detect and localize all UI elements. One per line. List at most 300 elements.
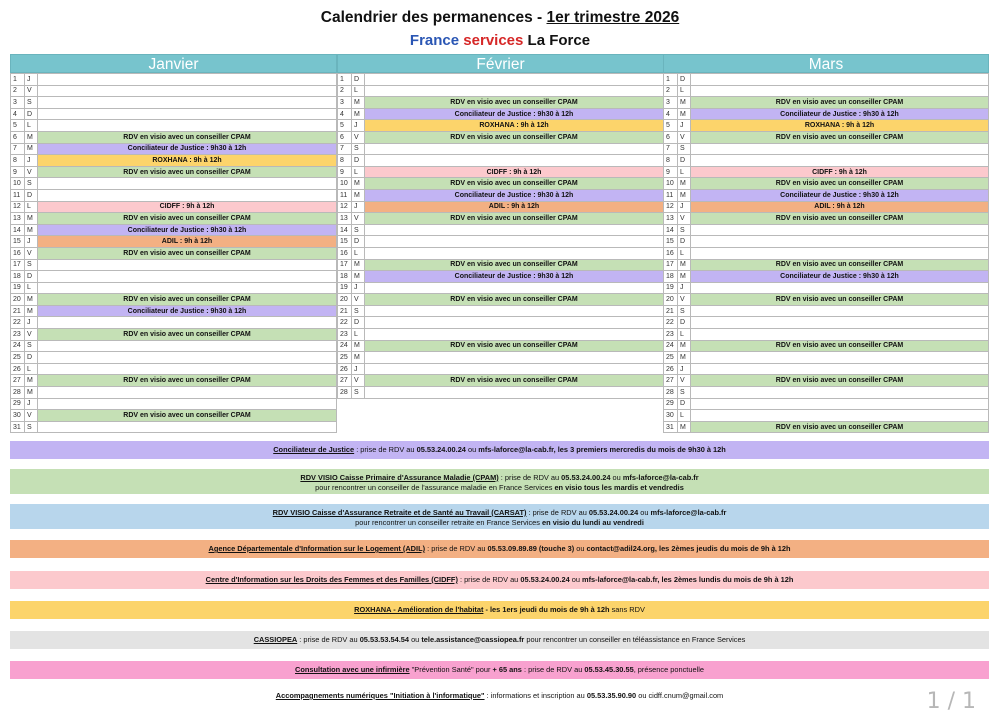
legend-infirmiere — [10, 661, 989, 679]
day-number: 2 — [664, 85, 678, 97]
day-event: RDV en visio avec un conseiller CPAM — [38, 131, 337, 143]
day-row — [664, 387, 989, 399]
day-letter: L — [352, 247, 365, 259]
day-letter: D — [678, 398, 691, 410]
day-row — [11, 74, 337, 86]
day-number: 1 — [338, 74, 352, 86]
day-letter: D — [352, 74, 365, 86]
day-number: 8 — [664, 155, 678, 167]
day-row — [338, 329, 664, 341]
day-row — [338, 387, 664, 399]
day-number: 20 — [11, 294, 25, 306]
legend-text: pour rencontrer un conseiller retraite en France Services — [355, 518, 543, 527]
day-row — [664, 282, 989, 294]
day-number: 23 — [338, 329, 352, 341]
day-event — [38, 108, 337, 120]
day-letter: S — [25, 97, 38, 109]
legend-text: : informations et inscription au — [484, 691, 587, 700]
title-prefix: Calendrier des permanences - — [320, 9, 547, 26]
day-number: 7 — [338, 143, 352, 155]
day-event — [365, 305, 664, 317]
day-number: 22 — [11, 317, 25, 329]
day-number: 21 — [664, 305, 678, 317]
day-row — [664, 108, 989, 120]
day-event — [365, 236, 664, 248]
day-letter: D — [678, 317, 691, 329]
day-row — [11, 421, 337, 433]
day-row — [11, 201, 337, 213]
page-indicator: 1 / 1 — [926, 689, 976, 714]
day-event: ROXHANA : 9h à 12h — [38, 155, 337, 167]
day-row — [11, 271, 337, 283]
day-letter: S — [678, 387, 691, 399]
day-row — [664, 352, 989, 364]
day-letter: S — [352, 224, 365, 236]
legend-text: tele.assistance@cassiopea.fr — [421, 635, 525, 644]
day-letter: V — [25, 410, 38, 422]
day-event — [691, 236, 989, 248]
day-event: RDV en visio avec un conseiller CPAM — [365, 294, 664, 306]
day-number: 5 — [664, 120, 678, 132]
day-letter: M — [352, 189, 365, 201]
day-letter: D — [352, 236, 365, 248]
day-letter: V — [25, 329, 38, 341]
day-number: 5 — [11, 120, 25, 132]
legend-line — [10, 508, 989, 518]
day-number: 11 — [11, 189, 25, 201]
day-number: 20 — [338, 294, 352, 306]
day-number: 3 — [11, 97, 25, 109]
day-letter: S — [25, 259, 38, 271]
legend-text: en visio tous les mardis et vendredis — [554, 483, 684, 492]
day-event: ADIL : 9h à 12h — [38, 236, 337, 248]
day-number: 16 — [338, 247, 352, 259]
day-event: Conciliateur de Justice : 9h30 à 12h — [38, 305, 337, 317]
day-event: RDV en visio avec un conseiller CPAM — [38, 247, 337, 259]
legend-text: "Prévention Santé" pour — [409, 665, 493, 674]
day-event: RDV en visio avec un conseiller CPAM — [365, 259, 664, 271]
legend-roxhana — [10, 601, 989, 619]
legend-title: Agence Départementale d'Information sur le Logement (ADIL) — [208, 544, 426, 553]
legend-line — [10, 665, 989, 675]
day-number: 1 — [11, 74, 25, 86]
day-row — [338, 178, 664, 190]
day-number: 31 — [11, 421, 25, 433]
day-event: RDV en visio avec un conseiller CPAM — [691, 259, 989, 271]
day-event — [365, 155, 664, 167]
day-letter: D — [25, 108, 38, 120]
legend-line — [10, 445, 989, 455]
day-letter: S — [678, 143, 691, 155]
day-letter: M — [678, 108, 691, 120]
day-number: 26 — [11, 363, 25, 375]
day-row — [11, 317, 337, 329]
month-header: Janvier — [10, 54, 337, 73]
days-table — [663, 73, 989, 433]
day-row — [11, 131, 337, 143]
day-event — [691, 74, 989, 86]
subtitle-place: La Force — [527, 32, 591, 49]
day-letter: D — [25, 189, 38, 201]
day-row — [11, 213, 337, 225]
day-row — [664, 85, 989, 97]
legend-text: ou — [465, 445, 479, 454]
day-row — [11, 282, 337, 294]
day-letter: M — [678, 271, 691, 283]
day-number: 27 — [664, 375, 678, 387]
day-letter: M — [678, 97, 691, 109]
day-number: 4 — [664, 108, 678, 120]
day-number: 10 — [338, 178, 352, 190]
day-event — [38, 387, 337, 399]
day-event: Conciliateur de Justice : 9h30 à 12h — [365, 189, 664, 201]
day-row — [338, 166, 664, 178]
day-event — [38, 317, 337, 329]
day-row — [338, 155, 664, 167]
day-number: 23 — [664, 329, 678, 341]
day-event: Conciliateur de Justice : 9h30 à 12h — [691, 189, 989, 201]
day-event: RDV en visio avec un conseiller CPAM — [365, 178, 664, 190]
day-event: RDV en visio avec un conseiller CPAM — [691, 131, 989, 143]
legend-title: CASSIOPEA — [253, 635, 298, 644]
day-event — [38, 74, 337, 86]
day-row — [11, 329, 337, 341]
legend-line — [10, 575, 989, 585]
day-letter: V — [25, 85, 38, 97]
day-letter: M — [352, 178, 365, 190]
day-row — [664, 421, 989, 433]
day-number: 6 — [664, 131, 678, 143]
day-event — [38, 352, 337, 364]
day-row — [664, 410, 989, 422]
day-event — [38, 189, 337, 201]
day-letter: V — [352, 131, 365, 143]
day-number: 14 — [338, 224, 352, 236]
legend-text: : prise de RDV au — [425, 544, 488, 553]
day-number: 27 — [338, 375, 352, 387]
day-letter: M — [678, 352, 691, 364]
day-number: 12 — [11, 201, 25, 213]
day-letter: J — [678, 363, 691, 375]
day-row — [338, 259, 664, 271]
day-row — [338, 305, 664, 317]
day-event — [38, 271, 337, 283]
day-letter: J — [25, 155, 38, 167]
day-event — [691, 317, 989, 329]
day-letter: S — [678, 305, 691, 317]
day-number: 19 — [338, 282, 352, 294]
day-letter: M — [352, 97, 365, 109]
day-row — [11, 305, 337, 317]
day-letter: D — [25, 352, 38, 364]
day-row — [11, 143, 337, 155]
legend-text: : prise de RDV au — [297, 635, 360, 644]
day-row — [11, 294, 337, 306]
day-letter: S — [25, 178, 38, 190]
day-letter: L — [678, 166, 691, 178]
day-event — [365, 85, 664, 97]
day-number: 27 — [11, 375, 25, 387]
day-row — [11, 97, 337, 109]
day-event: RDV en visio avec un conseiller CPAM — [365, 375, 664, 387]
day-number: 26 — [338, 363, 352, 375]
legend-text: 05.53.24.00.24 — [588, 508, 639, 517]
day-row — [664, 131, 989, 143]
day-event — [691, 224, 989, 236]
legend-title: Conciliateur de Justice — [273, 445, 355, 454]
day-number: 19 — [11, 282, 25, 294]
day-event — [38, 340, 337, 352]
legend-text: sans RDV — [609, 605, 645, 614]
day-letter: L — [678, 329, 691, 341]
day-letter: J — [352, 201, 365, 213]
day-row — [11, 340, 337, 352]
day-event: CIDFF : 9h à 12h — [365, 166, 664, 178]
day-event: RDV en visio avec un conseiller CPAM — [38, 410, 337, 422]
legend-text: pour rencontrer un conseiller en téléassistance en France Services — [524, 635, 746, 644]
legend-text: 05.53.35.90.90 — [586, 691, 637, 700]
day-event — [691, 363, 989, 375]
day-event: ROXHANA : 9h à 12h — [691, 120, 989, 132]
day-event: Conciliateur de Justice : 9h30 à 12h — [365, 271, 664, 283]
day-letter: V — [25, 247, 38, 259]
month-mars — [663, 54, 989, 433]
day-number: 19 — [664, 282, 678, 294]
day-event — [38, 421, 337, 433]
day-number: 31 — [664, 421, 678, 433]
day-number: 28 — [664, 387, 678, 399]
day-number: 17 — [11, 259, 25, 271]
day-number: 10 — [664, 178, 678, 190]
legend-line — [10, 635, 989, 645]
day-event — [691, 387, 989, 399]
day-number: 4 — [11, 108, 25, 120]
legend-title: Consultation avec une infirmière — [295, 665, 410, 674]
day-letter: L — [678, 85, 691, 97]
legend-cassiopea — [10, 631, 989, 649]
legend-text: 05.53.45.30.55 — [584, 665, 634, 674]
day-letter: V — [678, 213, 691, 225]
day-letter: D — [352, 155, 365, 167]
legend-conciliateur — [10, 441, 989, 459]
legend-text: en visio du lundi au vendredi — [542, 518, 644, 527]
day-number: 1 — [664, 74, 678, 86]
legend-text: : prise de RDV au — [354, 445, 417, 454]
day-letter: M — [25, 375, 38, 387]
legend-numerique — [10, 687, 989, 705]
day-number: 8 — [338, 155, 352, 167]
day-event: RDV en visio avec un conseiller CPAM — [38, 294, 337, 306]
days-table — [10, 73, 337, 433]
day-row — [664, 317, 989, 329]
legend-text: mfs-laforce@la-cab.fr — [650, 508, 727, 517]
legend-text: ou — [610, 473, 623, 482]
day-row — [338, 224, 664, 236]
day-row — [664, 224, 989, 236]
day-event: RDV en visio avec un conseiller CPAM — [691, 294, 989, 306]
day-event — [691, 85, 989, 97]
day-letter: S — [352, 387, 365, 399]
day-event: RDV en visio avec un conseiller CPAM — [691, 375, 989, 387]
title-period: 1er trimestre 2026 — [546, 9, 680, 26]
day-number: 30 — [11, 410, 25, 422]
day-number: 25 — [11, 352, 25, 364]
day-number: 13 — [338, 213, 352, 225]
day-number: 8 — [11, 155, 25, 167]
day-number: 28 — [11, 387, 25, 399]
day-letter: L — [352, 166, 365, 178]
day-letter: V — [352, 213, 365, 225]
day-event — [38, 282, 337, 294]
day-row — [664, 201, 989, 213]
subtitle-france: France — [409, 32, 460, 49]
day-event — [691, 247, 989, 259]
day-row — [11, 155, 337, 167]
day-letter: L — [25, 282, 38, 294]
day-event: Conciliateur de Justice : 9h30 à 12h — [365, 108, 664, 120]
day-number: 2 — [338, 85, 352, 97]
legend-cidff — [10, 571, 989, 589]
legend-text: 05.53.24.00.24 — [520, 575, 570, 584]
day-letter: M — [352, 271, 365, 283]
day-letter: J — [25, 74, 38, 86]
day-letter: J — [25, 236, 38, 248]
day-letter: J — [25, 317, 38, 329]
legend-text: mfs-laforce@la-cab.fr, les 2èmes lundis du mois de 9h à 12h — [582, 575, 794, 584]
day-number: 15 — [664, 236, 678, 248]
day-row — [664, 155, 989, 167]
month-fevrier — [337, 54, 664, 399]
day-number: 24 — [664, 340, 678, 352]
legend-text: 05.53.53.54.54 — [359, 635, 410, 644]
day-event — [38, 97, 337, 109]
day-row — [664, 294, 989, 306]
day-letter: S — [352, 143, 365, 155]
legend-text: - les 1ers jeudi du mois de 9h à 12h — [483, 605, 610, 614]
day-event — [365, 143, 664, 155]
day-letter: M — [25, 305, 38, 317]
day-row — [338, 108, 664, 120]
day-letter: M — [25, 143, 38, 155]
legend-text: pour rencontrer un conseiller de l'assurance maladie en France Services — [315, 483, 555, 492]
day-number: 26 — [664, 363, 678, 375]
days-table — [337, 73, 664, 399]
day-number: 21 — [11, 305, 25, 317]
legend-line — [10, 544, 989, 554]
day-number: 22 — [664, 317, 678, 329]
legend-text: : prise de RDV au — [526, 508, 589, 517]
day-row — [338, 213, 664, 225]
legend-title: ROXHANA - Amélioration de l'habitat — [354, 605, 484, 614]
legend-title: RDV VISIO Caisse Primaire d'Assurance Maladie (CPAM) — [300, 473, 499, 482]
day-letter: L — [25, 120, 38, 132]
day-row — [664, 259, 989, 271]
day-number: 7 — [11, 143, 25, 155]
day-row — [338, 294, 664, 306]
day-number: 13 — [664, 213, 678, 225]
day-letter: M — [352, 108, 365, 120]
day-row — [338, 74, 664, 86]
day-event — [691, 398, 989, 410]
day-letter: V — [678, 131, 691, 143]
day-event — [691, 143, 989, 155]
day-event — [365, 74, 664, 86]
day-number: 3 — [338, 97, 352, 109]
day-row — [664, 189, 989, 201]
day-number: 5 — [338, 120, 352, 132]
day-event — [365, 387, 664, 399]
day-event: RDV en visio avec un conseiller CPAM — [691, 97, 989, 109]
legend-text: ou — [574, 544, 587, 553]
legend-title: Accompagnements numériques "Initiation à l'informatique" — [275, 691, 485, 700]
day-number: 15 — [338, 236, 352, 248]
day-number: 17 — [664, 259, 678, 271]
legend-line — [10, 691, 989, 701]
month-janvier — [10, 54, 337, 433]
day-row — [11, 166, 337, 178]
day-number: 10 — [11, 178, 25, 190]
legend-text: 05.53.24.00.24 — [561, 473, 611, 482]
day-letter: S — [25, 421, 38, 433]
day-row — [11, 259, 337, 271]
day-row — [11, 178, 337, 190]
day-number: 24 — [11, 340, 25, 352]
legend-line — [10, 518, 989, 528]
day-event: CIDFF : 9h à 12h — [38, 201, 337, 213]
legend-text: : prise de RDV au — [498, 473, 562, 482]
day-row — [664, 363, 989, 375]
day-number: 25 — [338, 352, 352, 364]
day-event — [38, 259, 337, 271]
legend-carsat — [10, 504, 989, 529]
day-number: 16 — [11, 247, 25, 259]
day-letter: D — [25, 271, 38, 283]
day-row — [664, 178, 989, 190]
day-row — [11, 375, 337, 387]
day-letter: L — [25, 201, 38, 213]
legend-text: ou — [638, 508, 651, 517]
day-number: 9 — [338, 166, 352, 178]
day-row — [338, 131, 664, 143]
day-letter: S — [678, 224, 691, 236]
legend-line — [10, 483, 989, 493]
day-event — [691, 410, 989, 422]
day-letter: V — [678, 375, 691, 387]
day-row — [338, 352, 664, 364]
day-number: 16 — [664, 247, 678, 259]
legend-text: ou cidff.cnum@gmail.com — [636, 691, 724, 700]
page-title — [0, 9, 1000, 27]
legend-cpam — [10, 469, 989, 494]
day-event — [365, 317, 664, 329]
day-letter: J — [352, 363, 365, 375]
day-event: RDV en visio avec un conseiller CPAM — [691, 213, 989, 225]
day-row — [11, 363, 337, 375]
day-letter: J — [352, 282, 365, 294]
day-event: ADIL : 9h à 12h — [691, 201, 989, 213]
day-letter: L — [678, 247, 691, 259]
day-row — [664, 329, 989, 341]
day-number: 14 — [664, 224, 678, 236]
day-number: 21 — [338, 305, 352, 317]
day-row — [338, 143, 664, 155]
legend-text: 05.53.24.00.24 — [416, 445, 466, 454]
day-event — [691, 282, 989, 294]
day-event: RDV en visio avec un conseiller CPAM — [38, 213, 337, 225]
day-letter: M — [678, 259, 691, 271]
day-number: 29 — [11, 398, 25, 410]
page-subtitle — [0, 32, 1000, 50]
